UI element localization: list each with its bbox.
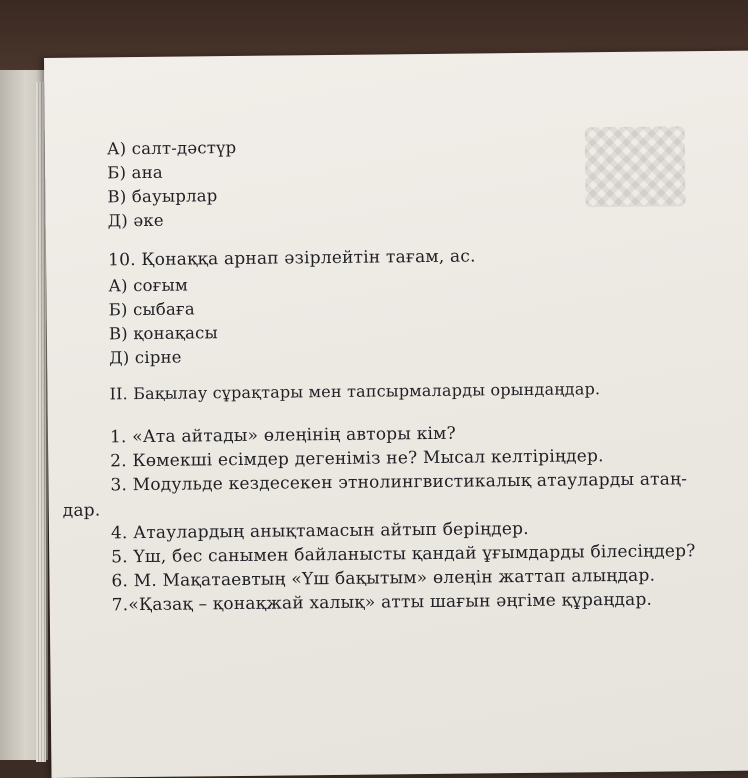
book-page bbox=[44, 50, 748, 778]
task-3: 3. Модульде кездесекен этнолингвистикалық атауларды атаң- bbox=[110, 469, 688, 496]
task-7: 7.«Қазақ – қонақжай халық» атты шағын әңгіме құраңдар. bbox=[111, 589, 653, 616]
bleed-through-ornament bbox=[585, 126, 686, 207]
task-1: 1. «Ата айтады» өлеңінің авторы кім? bbox=[109, 423, 456, 448]
task-6: 6. М. Мақатаевтың «Үш бақытым» өлеңін жаттап алыңдар. bbox=[111, 565, 656, 592]
task-3-continuation: дар. bbox=[62, 500, 101, 521]
q9-option-a: А) салт-дәстүр bbox=[106, 137, 237, 159]
q10-option-b: Б) сыбаға bbox=[108, 299, 195, 320]
q9-option-d: Д) әке bbox=[107, 210, 164, 231]
q10-title: 10. Қонаққа арнап әзірлейтін тағам, ас. bbox=[108, 246, 476, 271]
q9-option-c: В) бауырлар bbox=[107, 186, 218, 207]
task-5: 5. Үш, бес санымен байланысты қандай ұғымдарды білесіңдер? bbox=[111, 541, 696, 568]
task-4: 4. Атаулардың анықтамасын айтып беріңдер. bbox=[110, 518, 529, 544]
q10-option-c: В) қонақасы bbox=[108, 323, 218, 344]
task-2: 2. Көмекші есімдер дегеніміз не? Мысал келтіріңдер. bbox=[110, 446, 604, 472]
q10-option-a: А) соғым bbox=[108, 275, 189, 296]
section2-heading: II. Бақылау сұрақтары мен тапсырмаларды орындаңдар. bbox=[109, 379, 601, 404]
q10-option-d: Д) сірне bbox=[109, 347, 182, 368]
q9-option-b: Б) ана bbox=[107, 162, 163, 183]
